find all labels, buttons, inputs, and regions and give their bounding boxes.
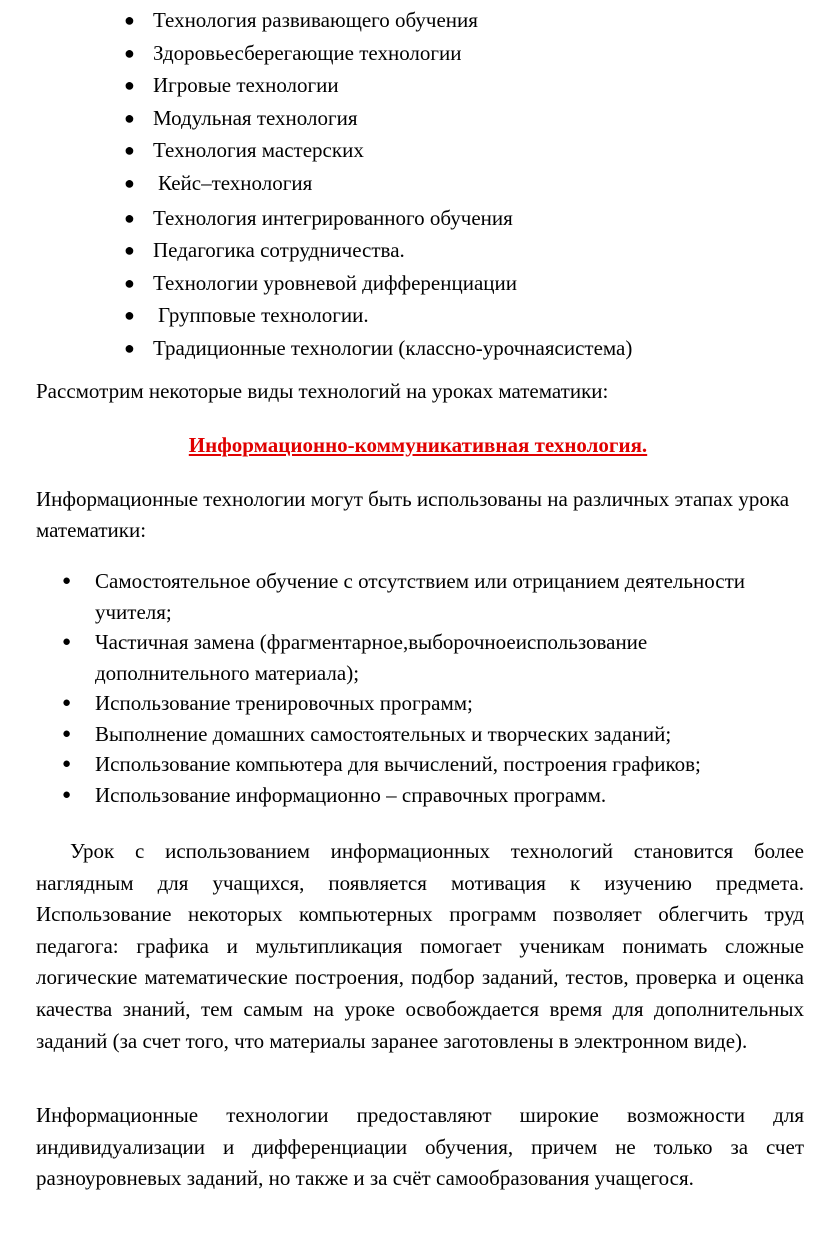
list-item-text: Технологии уровневой дифференциации	[153, 270, 517, 295]
list-item-text: Технология развивающего обучения	[153, 8, 478, 32]
technologies-list	[0, 4, 816, 365]
bullet-icon: ●	[124, 337, 135, 358]
list-item-text: Использование тренировочных программ;	[95, 691, 473, 715]
list-item	[0, 69, 816, 102]
bullet-icon: ●	[124, 240, 135, 261]
list-item-text: Частичная замена (фрагментарное,выборочноеиспользование дополнительного материала);	[95, 630, 648, 685]
list-item	[0, 4, 816, 37]
bullet-icon: ●	[124, 207, 135, 228]
bullet-icon: ●	[124, 272, 135, 293]
bullet-icon: ●	[124, 75, 135, 96]
list-item	[0, 299, 816, 332]
bullet-icon: ●	[124, 10, 135, 30]
bullet-icon: ●	[62, 634, 72, 650]
bullet-icon: ●	[62, 725, 72, 742]
list-item	[0, 234, 816, 267]
list-item-text: Использование компьютера для вычислений, построения графиков;	[95, 752, 701, 776]
list-item-text: Использование информационно – справочных программ.	[95, 782, 607, 807]
list-item-text: Здоровьесберегающие технологии	[153, 40, 462, 65]
intro-text: Рассмотрим некоторые виды технологий на уроках математики:	[36, 379, 609, 403]
list-item-text: Выполнение домашних самостоятельных и творческих заданий;	[95, 721, 672, 746]
list-item-text: Технология интегрированного обучения	[153, 205, 513, 230]
list-item	[0, 566, 816, 627]
bullet-icon: ●	[124, 107, 135, 128]
list-item	[0, 267, 816, 300]
list-item	[0, 332, 816, 365]
paragraph: Информационные технологии могут быть использованы на различных этапах урока математики:	[36, 487, 790, 542]
bullet-icon: ●	[62, 786, 72, 803]
section-heading: Информационно-коммуникативная технология.	[188, 433, 648, 457]
bullet-icon: ●	[62, 756, 72, 772]
bullet-icon: ●	[62, 573, 72, 589]
list-item-text: Традиционные технологии (классно-урочнаясистема)	[153, 335, 633, 360]
list-item	[0, 780, 816, 811]
list-item-text: Технология мастерских	[153, 138, 364, 163]
list-item	[0, 202, 816, 235]
list-item	[0, 102, 816, 135]
bullet-icon: ●	[124, 305, 135, 326]
bullet-icon: ●	[62, 695, 72, 711]
paragraph: Урок с использованием информационных технологий становится более наглядным для учащихся, появляется мотивация к изучению предмета. Использование некоторых компьютерных программ позволяет облегчить труд педагога: графика и мультипликация помогает ученикам понимать сложные логические математические построения, подбор заданий, тестов, проверка и оценка качества знаний, тем самым на уроке освобождается время для дополнительных заданий (за счет того, что материалы заранее заготовлены в электронном виде).	[36, 839, 804, 1053]
list-item-text: Педагогика сотрудничества.	[153, 238, 405, 263]
bullet-icon: ●	[124, 42, 135, 63]
list-item	[0, 627, 816, 688]
list-item	[0, 134, 816, 167]
list-item	[0, 719, 816, 750]
list-item-text: Модульная технология	[153, 105, 358, 130]
bullet-icon: ●	[124, 172, 135, 193]
list-item-text: Кейс–технология	[158, 170, 313, 195]
list-item	[0, 749, 816, 780]
paragraph: Информационные технологии предоставляют широкие возможности для индивидуализации и дифференциации обучения, причем не только за счет разноуровневых заданий, но также и за счёт самообразования учащегося.	[36, 1103, 804, 1191]
list-item	[0, 167, 816, 200]
list-item-text: Групповые технологии.	[158, 303, 369, 328]
list-item	[0, 688, 816, 719]
list-item-text: Игровые технологии	[153, 73, 339, 98]
bullet-icon: ●	[124, 140, 135, 161]
list-item-text: Самостоятельное обучение с отсутствием или отрицанием деятельности учителя;	[95, 569, 745, 624]
list-item	[0, 37, 816, 70]
stages-list	[0, 566, 816, 810]
